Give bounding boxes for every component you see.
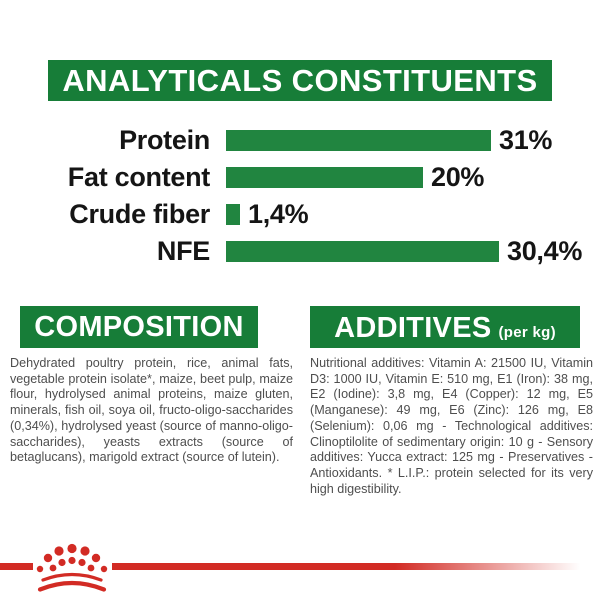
analytical-constituents-chart bbox=[0, 122, 600, 270]
additives-heading: ADDITIVES bbox=[334, 312, 492, 344]
composition-banner bbox=[20, 306, 258, 348]
chart-label-protein: Protein bbox=[119, 125, 210, 155]
chart-value-nfe: 30,4% bbox=[507, 236, 583, 266]
chart-bar-nfe bbox=[226, 241, 499, 262]
analyticals-constituents-title: ANALYTICALS CONSTITUENTS bbox=[62, 62, 538, 98]
additives-banner bbox=[310, 306, 580, 348]
chart-bar-crude-fiber bbox=[226, 204, 240, 225]
chart-row-protein bbox=[0, 122, 600, 159]
chart-row-crude-fiber bbox=[0, 196, 600, 233]
chart-value-fat-content: 20% bbox=[431, 162, 485, 192]
analyticals-constituents-banner bbox=[48, 60, 552, 101]
additives-body-text: Nutritional additives: Vitamin A: 21500 IU, Vitamin D3: 1000 IU, Vitamin E: 510 mg, E1 (Iron): 38 mg, E2 (Iodine): 3,8 mg, E4 (Copper): 12 mg, E5 (Manganese): 49 mg, E6 (Zinc): 126 mg, E8 (Selenium): 0,06 mg - Technological additives: Clinoptilolite of sedimentary origin: 10 g - Sensory additives: Yucca extract: 125 mg - Preservatives - Antioxidants. * L.I.P.: protein selected for its very high digestibility. bbox=[310, 356, 593, 496]
chart-label-crude-fiber: Crude fiber bbox=[69, 199, 210, 229]
chart-label-fat-content: Fat content bbox=[67, 162, 210, 192]
composition-heading: COMPOSITION bbox=[34, 310, 244, 343]
royal-canin-crown-icon bbox=[33, 541, 111, 597]
composition-body-text: Dehydrated poultry protein, rice, animal fats, vegetable protein isolate*, maize, beet pulp, maize flour, hydrolysed animal proteins, maize gluten, minerals, fish oil, soya oil, fructo-oligo-saccharides (0,34%), hydrolysed yeast (source of manno-oligo-saccharides), yeasts extracts (source of betaglucans), marigold extract (source of lutein). bbox=[10, 356, 293, 465]
chart-row-nfe bbox=[0, 233, 600, 270]
chart-label-nfe: NFE bbox=[156, 236, 210, 266]
chart-bar-fat-content bbox=[226, 167, 423, 188]
additives-heading-suffix: (per kg) bbox=[498, 324, 556, 341]
chart-value-protein: 31% bbox=[499, 125, 553, 155]
brand-rule-right-segment bbox=[112, 563, 600, 570]
chart-row-fat-content bbox=[0, 159, 600, 196]
chart-value-crude-fiber: 1,4% bbox=[248, 199, 309, 229]
brand-rule-left-segment bbox=[0, 563, 33, 570]
chart-bar-protein bbox=[226, 130, 491, 151]
